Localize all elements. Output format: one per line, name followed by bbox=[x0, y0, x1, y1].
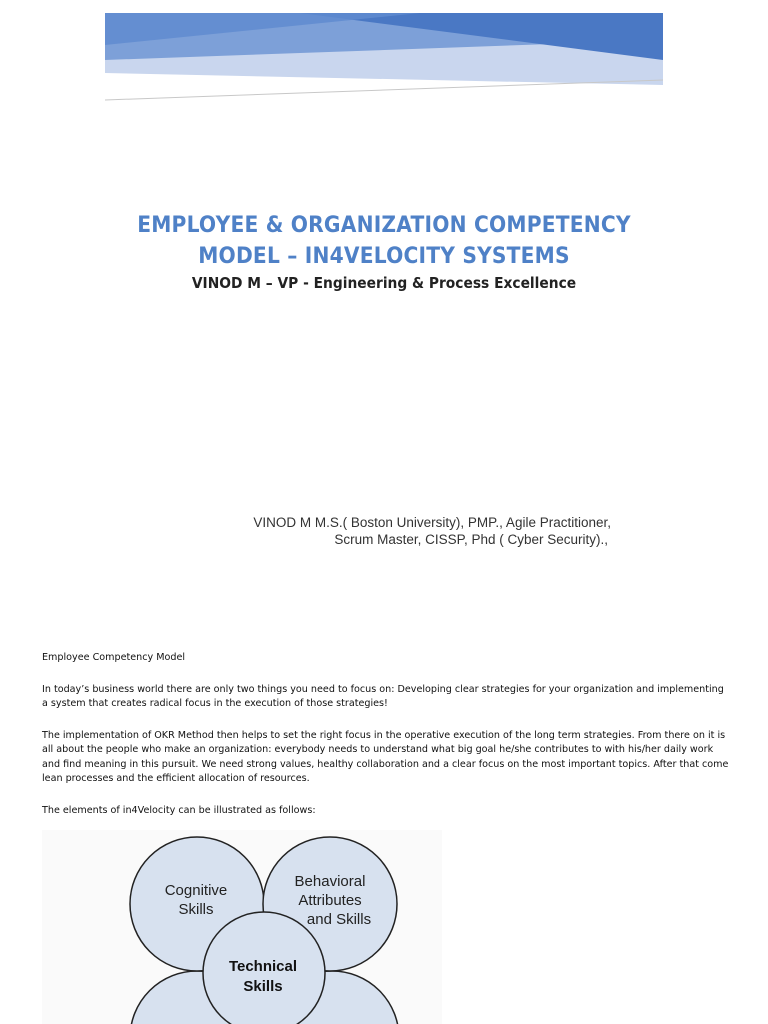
behavioral-label-line-2: Attributes bbox=[298, 892, 362, 909]
document-title-line-2: MODEL – IN4VELOCITY SYSTEMS bbox=[198, 244, 570, 269]
document-title-line-1: EMPLOYEE & ORGANIZATION COMPETENCY bbox=[137, 213, 631, 238]
title-block bbox=[0, 210, 768, 292]
competency-diagram bbox=[42, 830, 442, 1024]
author-line-1: VINOD M M.S.( Boston University), PMP., Agile Practitioner, bbox=[253, 515, 611, 530]
author-line-2: Scrum Master, CISSP, Phd ( Cyber Security)., bbox=[334, 532, 608, 547]
cognitive-label-line-1: Cognitive bbox=[164, 882, 228, 899]
behavioral-label-line-1: Behavioral bbox=[294, 873, 366, 890]
body-text bbox=[42, 651, 732, 835]
cognitive-label-line-2: Skills bbox=[178, 901, 214, 918]
technical-label-line-1: Technical bbox=[228, 958, 298, 975]
section-heading: Employee Competency Model bbox=[42, 652, 186, 663]
technical-label-line-2: Skills bbox=[243, 978, 283, 995]
header-banner bbox=[0, 0, 768, 110]
behavioral-label-line-3: and Skills bbox=[306, 911, 372, 928]
banner-rule bbox=[105, 80, 663, 100]
paragraph-3: The elements of in4Velocity can be illustrated as follows: bbox=[42, 804, 316, 816]
document-subtitle: VINOD M – VP - Engineering & Process Excellence bbox=[191, 274, 577, 292]
author-credentials bbox=[253, 514, 611, 548]
paragraph-1: In today’s business world there are only two things you need to focus on: Developing clear strategies for your organization and implementing a system that creates radical focus in the execution of those strategies! bbox=[42, 683, 724, 709]
paragraph-2: The implementation of OKR Method then helps to set the right focus in the operative execution of the long term strategies. From there on it is all about the people who make an organization: everybody needs to understand what big goal he/she contributes to with his/her daily work and find meaning in this pursuit. We need strong values, healthy collaboration and a clear focus on the most important topics. After that come lean processes and the efficient allocation of resources. bbox=[42, 729, 729, 784]
